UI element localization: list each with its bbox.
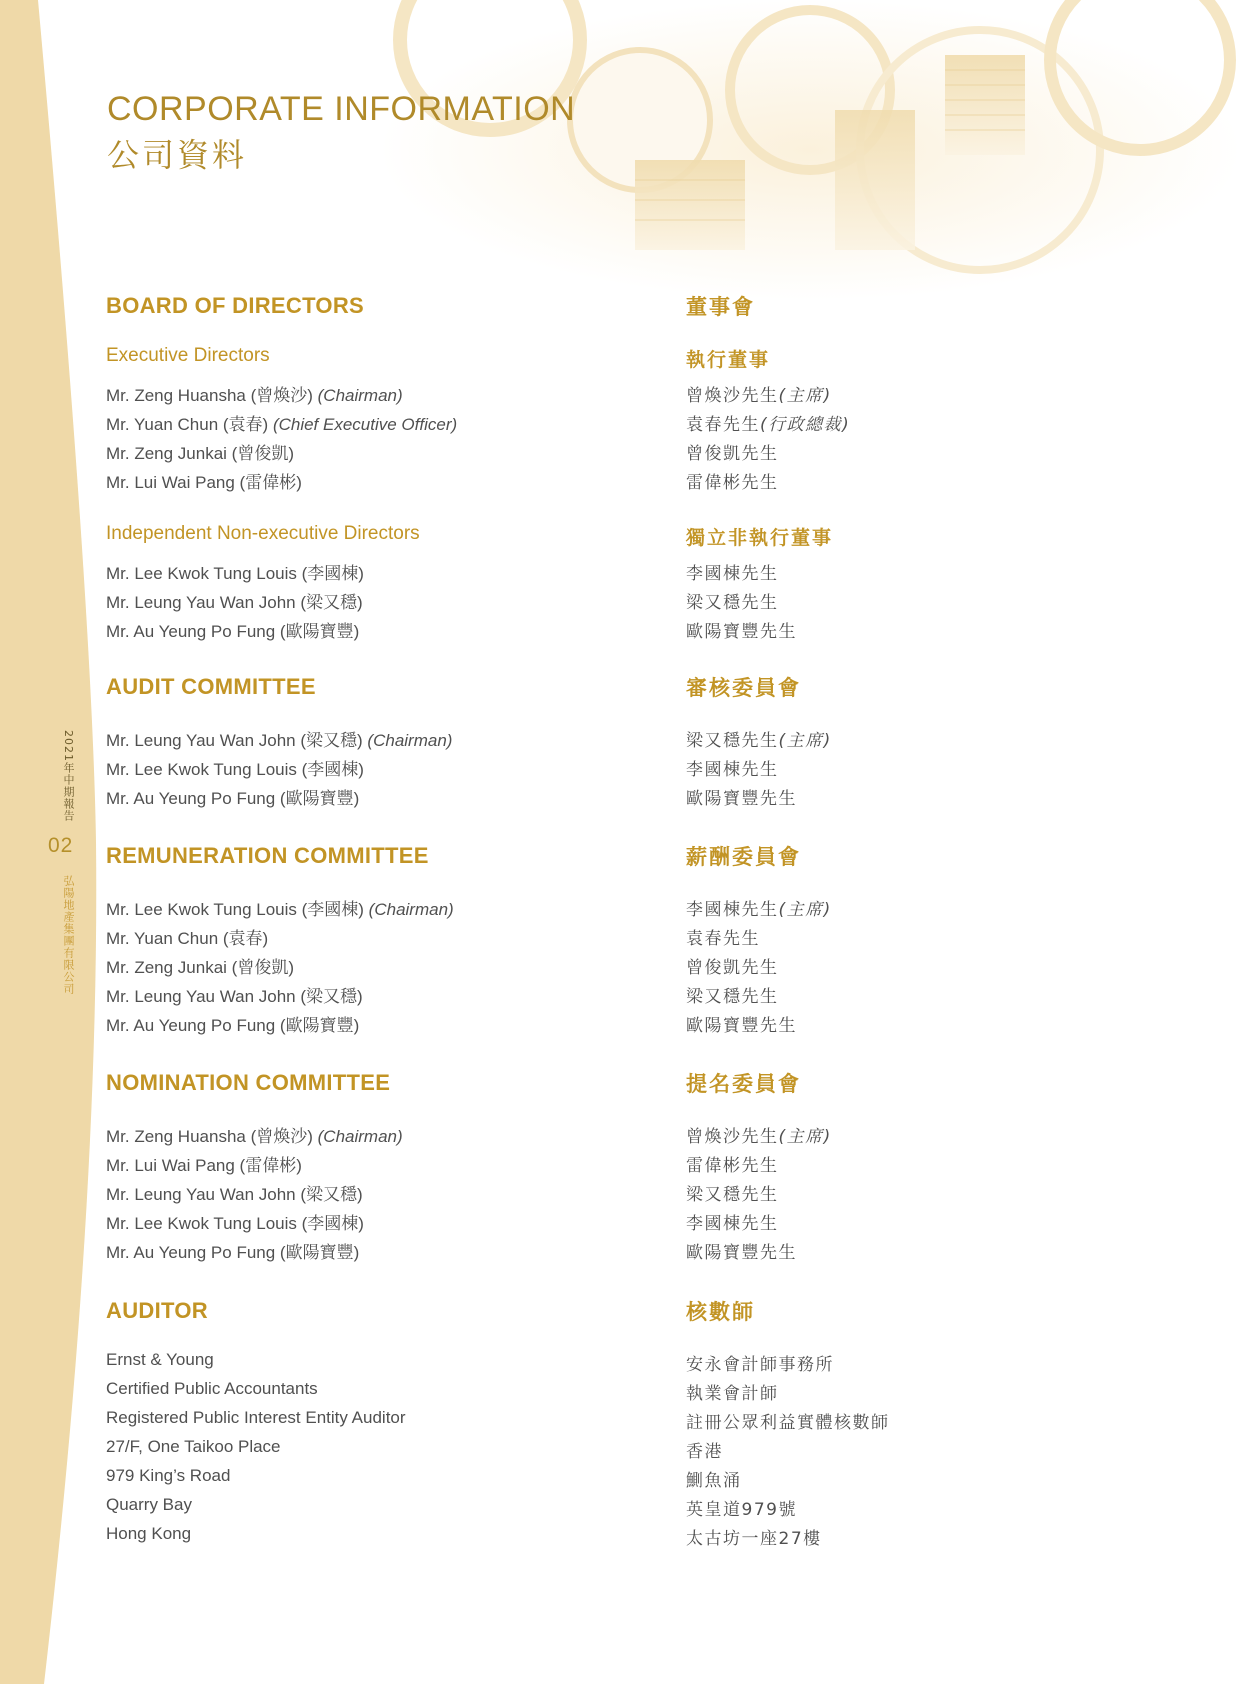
member-line — [686, 755, 779, 780]
section-heading: 董事會 — [686, 295, 755, 319]
member-name: 歐陽寶豐先生 — [686, 622, 797, 642]
member-name: 英皇道979號 — [686, 1500, 797, 1520]
member-role: (Chairman) — [367, 731, 453, 750]
member-line — [686, 1495, 797, 1520]
member-line — [686, 726, 832, 751]
section-subheading: 獨立非執行董事 — [686, 527, 834, 549]
member-line — [106, 1408, 406, 1428]
section-heading: AUDIT COMMITTEE — [106, 674, 316, 699]
member-name: 曾煥沙先生 — [686, 1127, 779, 1147]
member-name: Mr. Lui Wai Pang (雷偉彬) — [106, 473, 302, 492]
member-name: 歐陽寶豐先生 — [686, 1016, 797, 1036]
member-name: Mr. Yuan Chun (袁春) — [106, 929, 269, 948]
member-line — [686, 1524, 822, 1549]
member-name: 雷偉彬先生 — [686, 473, 779, 493]
member-role: (主席) — [778, 900, 832, 920]
section-heading: 核數師 — [686, 1300, 755, 1324]
member-name: Mr. Lee Kwok Tung Louis (李國棟) — [106, 1214, 364, 1233]
page-title-zh: 公司資料 — [107, 136, 248, 174]
member-line — [686, 559, 779, 584]
member-name: 梁又穩先生 — [686, 731, 779, 751]
member-line — [106, 726, 452, 751]
member-line — [686, 1350, 834, 1375]
section-heading: REMUNERATION COMMITTEE — [106, 843, 429, 868]
member-name: 袁春先生 — [686, 929, 760, 949]
member-role: (Chairman) — [317, 386, 403, 405]
member-name: Mr. Leung Yau Wan John (梁又穩) — [106, 731, 363, 750]
member-line — [106, 439, 294, 464]
section-heading: BOARD OF DIRECTORS — [106, 293, 365, 318]
member-name: 曾俊凱先生 — [686, 444, 779, 464]
member-name: 梁又穩先生 — [686, 1185, 779, 1205]
member-name: 李國棟先生 — [686, 564, 779, 584]
member-name: 李國棟先生 — [686, 900, 779, 920]
member-line — [686, 924, 760, 949]
member-line — [106, 559, 364, 584]
member-name: Mr. Au Yeung Po Fung (歐陽寶豐) — [106, 789, 360, 808]
member-line — [686, 1466, 742, 1491]
member-line — [686, 953, 779, 978]
member-name: 雷偉彬先生 — [686, 1156, 779, 1176]
member-name: Ernst & Young — [106, 1350, 214, 1369]
member-name: Mr. Zeng Junkai (曾俊凱) — [106, 444, 294, 463]
member-line — [106, 1180, 363, 1205]
member-name: Mr. Leung Yau Wan John (梁又穩) — [106, 593, 363, 612]
member-name: Mr. Au Yeung Po Fung (歐陽寶豐) — [106, 1243, 360, 1262]
member-line — [686, 1408, 890, 1433]
member-name: Mr. Lee Kwok Tung Louis (李國棟) — [106, 900, 364, 919]
member-line — [106, 588, 363, 613]
member-line — [686, 381, 832, 406]
member-name: Mr. Lui Wai Pang (雷偉彬) — [106, 1156, 302, 1175]
member-name: 香港 — [686, 1442, 723, 1462]
member-line — [106, 1524, 191, 1544]
member-line — [686, 439, 779, 464]
section-heading: NOMINATION COMMITTEE — [106, 1070, 391, 1095]
member-line — [686, 468, 779, 493]
member-name: Hong Kong — [106, 1524, 192, 1543]
member-name: Quarry Bay — [106, 1495, 192, 1514]
member-name: 27/F, One Taikoo Place — [106, 1437, 281, 1456]
member-name: Mr. Yuan Chun (袁春) — [106, 415, 269, 434]
member-name: Mr. Zeng Junkai (曾俊凱) — [106, 958, 294, 977]
member-name: 袁春先生 — [686, 415, 760, 435]
member-role: (Chief Executive Officer) — [272, 415, 458, 434]
member-name: 曾煥沙先生 — [686, 386, 779, 406]
member-name: 梁又穩先生 — [686, 593, 779, 613]
member-role: (Chairman) — [368, 900, 454, 919]
member-line — [106, 1466, 230, 1486]
side-report-year: 2021年中期報告 — [62, 730, 75, 822]
member-name: Mr. Leung Yau Wan John (梁又穩) — [106, 1185, 363, 1204]
member-name: 鰂魚涌 — [686, 1471, 742, 1491]
member-name: 李國棟先生 — [686, 760, 779, 780]
member-line — [686, 617, 797, 642]
member-name: 李國棟先生 — [686, 1214, 779, 1234]
section-heading: 審核委員會 — [686, 676, 801, 700]
member-line — [106, 953, 294, 978]
section-subheading: Executive Directors — [106, 345, 270, 366]
member-name: Mr. Au Yeung Po Fung (歐陽寶豐) — [106, 1016, 360, 1035]
member-name: Mr. Au Yeung Po Fung (歐陽寶豐) — [106, 622, 360, 641]
member-name: 註冊公眾利益實體核數師 — [686, 1413, 890, 1433]
member-line — [106, 1437, 281, 1457]
member-name: 梁又穩先生 — [686, 987, 779, 1007]
member-line — [686, 784, 797, 809]
member-role: (主席) — [778, 386, 832, 406]
member-line — [106, 1350, 214, 1370]
member-name: 歐陽寶豐先生 — [686, 1243, 797, 1263]
member-line — [686, 982, 779, 1007]
member-line — [106, 617, 359, 642]
member-role: (Chairman) — [317, 1127, 403, 1146]
section-heading: 提名委員會 — [686, 1072, 801, 1096]
member-line — [106, 982, 363, 1007]
member-line — [106, 381, 403, 406]
member-name: Mr. Zeng Huansha (曾煥沙) — [106, 386, 313, 405]
page-title-en: CORPORATE INFORMATION — [107, 90, 576, 128]
member-line — [686, 1180, 779, 1205]
member-line — [686, 588, 779, 613]
member-line — [106, 1238, 359, 1263]
member-name: Certified Public Accountants — [106, 1379, 318, 1398]
member-name: 太古坊一座27樓 — [686, 1529, 822, 1549]
section-subheading: Independent Non-executive Directors — [106, 523, 420, 544]
section-heading: AUDITOR — [106, 1298, 208, 1323]
member-line — [686, 1437, 723, 1462]
member-name: 歐陽寶豐先生 — [686, 789, 797, 809]
member-line — [106, 755, 364, 780]
member-name: Mr. Leung Yau Wan John (梁又穩) — [106, 987, 363, 1006]
side-company-name: 弘陽地產集團有限公司 — [62, 875, 75, 995]
member-line — [106, 468, 302, 493]
header-buildings-artwork — [380, 0, 1241, 300]
member-line — [686, 1122, 832, 1147]
member-role: (主席) — [778, 731, 832, 751]
member-role: (行政總裁) — [760, 415, 851, 435]
member-name: 執業會計師 — [686, 1384, 779, 1404]
member-role: (主席) — [778, 1127, 832, 1147]
member-line — [106, 1495, 192, 1515]
member-line — [106, 1122, 403, 1147]
member-line — [686, 1209, 779, 1234]
section-heading: 薪酬委員會 — [686, 845, 801, 869]
member-name: Mr. Zeng Huansha (曾煥沙) — [106, 1127, 313, 1146]
member-line — [106, 1151, 302, 1176]
member-line — [686, 1011, 797, 1036]
member-name: 曾俊凱先生 — [686, 958, 779, 978]
member-line — [106, 410, 457, 435]
member-line — [686, 1379, 779, 1404]
member-name: Registered Public Interest Entity Auditor — [106, 1408, 406, 1427]
member-name: Mr. Lee Kwok Tung Louis (李國棟) — [106, 760, 364, 779]
member-line — [686, 410, 850, 435]
member-line — [106, 924, 268, 949]
member-name: 安永會計師事務所 — [686, 1355, 834, 1375]
member-line — [106, 1209, 364, 1234]
member-line — [106, 895, 454, 920]
page-number: 02 — [48, 834, 74, 857]
member-line — [106, 784, 359, 809]
member-line — [686, 1238, 797, 1263]
member-line — [106, 1379, 318, 1399]
member-line — [686, 895, 832, 920]
section-subheading: 執行董事 — [686, 349, 771, 371]
member-line — [686, 1151, 779, 1176]
member-name: Mr. Lee Kwok Tung Louis (李國棟) — [106, 564, 364, 583]
member-line — [106, 1011, 359, 1036]
member-name: 979 King’s Road — [106, 1466, 231, 1485]
